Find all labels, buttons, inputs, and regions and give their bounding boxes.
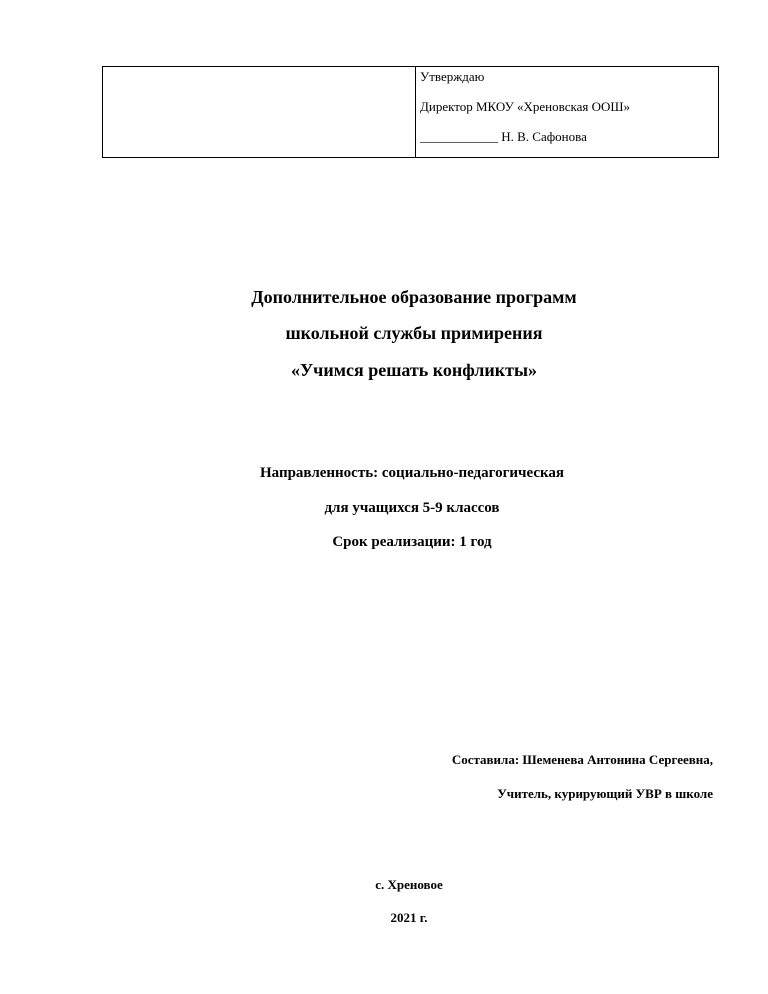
document-title-line-2: школьной службы примирения (285, 323, 543, 343)
program-term: Срок реализации: 1 год (332, 534, 492, 550)
author-position: Учитель, курирующий УВР в школе (497, 786, 713, 801)
document-title-line-1: Дополнительное образование программ (251, 287, 577, 307)
approval-director: Директор МКОУ «Хреновская ООШ» (420, 99, 630, 114)
document-place: с. Хреновое (375, 877, 443, 892)
approval-table (102, 66, 719, 158)
program-direction: Направленность: социально-педагогическая (259, 465, 565, 481)
program-audience: для учащихся 5-9 классов (324, 500, 500, 516)
author-name: Составила: Шеменева Антонина Сергеевна, (451, 752, 713, 767)
approval-signature: ____________ Н. В. Сафонова (420, 129, 587, 144)
approval-table-empty-cell (103, 67, 416, 157)
approval-heading: Утверждаю (420, 69, 485, 84)
approval-cell (416, 67, 718, 157)
document-year: 2021 г. (390, 910, 428, 925)
document-title-line-3: «Учимся решать конфликты» (290, 360, 538, 380)
